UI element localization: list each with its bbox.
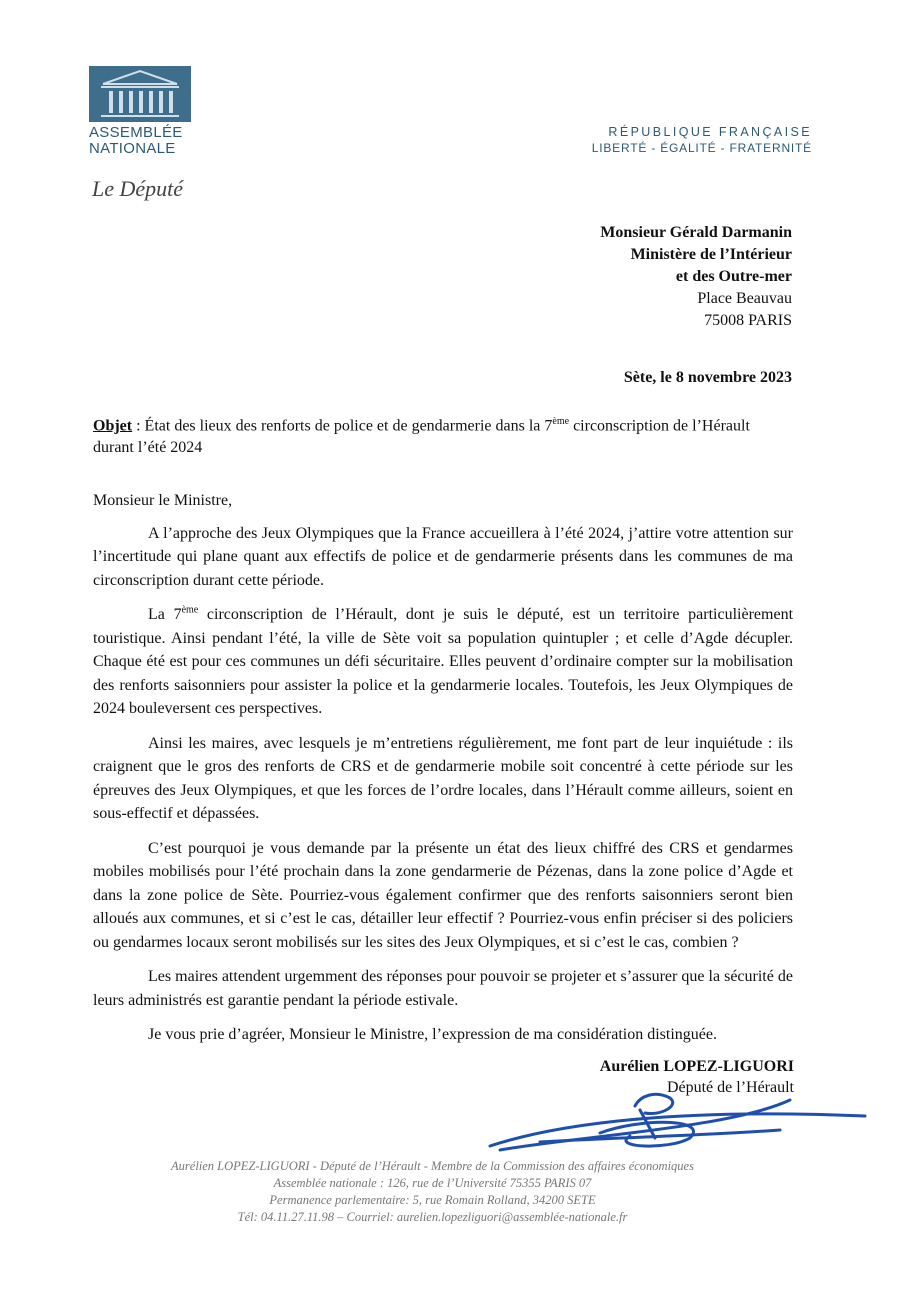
letter-body: [93, 489, 793, 1058]
letter-footer: [80, 1158, 785, 1226]
paragraph-2: [93, 603, 793, 721]
subject-sup: ème: [552, 416, 570, 427]
republique-header: [592, 124, 812, 156]
recipient-ministry: Ministère de l’Intérieur: [630, 246, 792, 263]
republique-francaise: RÉPUBLIQUE FRANÇAISE: [608, 125, 812, 139]
logo-line-1: ASSEMBLÉE: [89, 124, 183, 141]
footer-line-1: Aurélien LOPEZ-LIGUORI - Député de l’Hérault - Membre de la Commission des affaires économiques: [171, 1159, 694, 1173]
logo-line-2: NATIONALE: [89, 140, 176, 157]
letter-date: Sète, le 8 novembre 2023: [623, 369, 792, 386]
paragraph-2-a: La 7: [148, 606, 182, 623]
palais-bourbon-icon: [89, 66, 191, 122]
paragraph-3: Ainsi les maires, avec lesquels je m’entretiens régulièrement, me font part de leur inquiétude : ils craignent que le gros des renforts de CRS et de gendarmerie mobile soit concentré à cette période sur les épreuves des Jeux Olympiques, et que les forces de l’ordre locales, dans l’Hérault comme ailleurs, soient en sous-effectif et dépassées.: [93, 734, 793, 822]
signer-name: Aurélien LOPEZ-LIGUORI: [599, 1058, 794, 1075]
subject-text-b: circonscription de l’Hérault durant l’été 2024: [93, 417, 750, 457]
paragraph-2-b: circonscription de l’Hérault, dont je suis le député, est un territoire particulièrement touristique. Ainsi pendant l’été, la ville de Sète voit sa population quintupler ; et celle d’Agde décupler. Chaque été est pour ces communes un défi sécuritaire. Elles peuvent d’ordinaire compter sur la mobilisation des renforts saisonniers pour assister la police et la gendarmerie locales. Toutefois, les Jeux Olympiques de 2024 bouleversent ces perspectives.: [93, 606, 794, 717]
recipient-name: Monsieur Gérald Darmanin: [600, 224, 792, 241]
recipient-street: Place Beauvau: [697, 290, 792, 307]
subject-line: [93, 411, 793, 459]
assemblee-nationale-logo: [89, 66, 191, 122]
le-depute-heading: Le Député: [92, 176, 184, 201]
devise: LIBERTÉ - ÉGALITÉ - FRATERNITÉ: [591, 141, 812, 155]
footer-line-3: Permanence parlementaire: 5, rue Romain Rolland, 34200 SETE: [269, 1193, 596, 1207]
footer-line-2: Assemblée nationale : 126, rue de l’Université 75355 PARIS 07: [273, 1176, 592, 1190]
paragraph-4: C’est pourquoi je vous demande par la présente un état des lieux chiffré des CRS et gendarmes mobiles mobilisés pour l’été prochain dans la zone gendarmerie de Pézenas, dans la zone police d’Agde et dans la zone police de Sète. Pourriez-vous également confirmer que des renforts saisonniers seront bien alloués aux communes, et si c’est le cas, détailler leur effectif ? Pourriez-vous enfin préciser si des policiers ou gendarmes locaux seront mobilisés sur les sites des Jeux Olympiques, et si c’est le cas, combien ?: [93, 839, 793, 951]
subject-text-a: : État des lieux des renforts de police et de gendarmerie dans la 7: [132, 417, 553, 435]
logo-wordmark: [89, 125, 199, 157]
subject-label: Objet: [93, 417, 133, 435]
paragraph-5: Les maires attendent urgemment des réponses pour pouvoir se projeter et s’assurer que la sécurité de leurs administrés est garantie pendant la période estivale.: [93, 968, 793, 1009]
signer-title: Député de l’Hérault: [666, 1079, 794, 1096]
handwritten-signature: [480, 1088, 870, 1158]
recipient-ministry-2: et des Outre-mer: [675, 268, 792, 285]
recipient-city: 75008 PARIS: [704, 312, 792, 329]
paragraph-2-sup: ème: [181, 604, 199, 616]
recipient-address: [600, 222, 792, 332]
salutation: Monsieur le Ministre,: [93, 492, 233, 509]
paragraph-6: Je vous prie d’agréer, Monsieur le Ministre, l’expression de ma considération distinguée.: [148, 1026, 717, 1043]
paragraph-1: A l’approche des Jeux Olympiques que la France accueillera à l’été 2024, j’attire votre attention sur l’incertitude qui plane quant aux effectifs de police et de gendarmerie présents dans les communes de ma circonscription durant cette période.: [93, 524, 793, 589]
footer-line-4: Tél: 04.11.27.11.98 – Courriel: aurelien.lopezliguori@assemblée-nationale.fr: [237, 1210, 628, 1224]
